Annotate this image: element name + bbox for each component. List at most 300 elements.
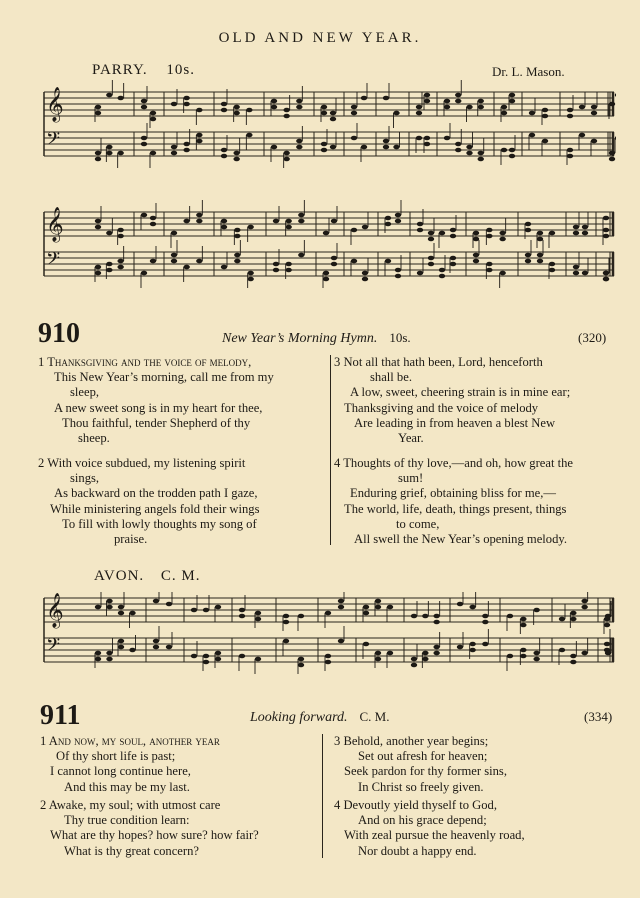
note-head — [106, 145, 112, 150]
note-head — [582, 225, 588, 230]
note-head — [203, 654, 209, 659]
note-head — [486, 262, 492, 267]
hymn-title-text: New Year’s Morning Hymn. — [222, 331, 378, 346]
tune-name — [92, 62, 195, 79]
note-head — [171, 145, 177, 150]
note-head — [117, 96, 123, 101]
note-head — [247, 277, 253, 282]
note-head — [395, 268, 401, 273]
note-head — [117, 228, 123, 233]
note-head — [549, 262, 555, 267]
note-head — [581, 605, 587, 610]
note-head — [393, 145, 399, 150]
note-head — [246, 108, 252, 113]
note-head — [582, 231, 588, 236]
note-head — [469, 642, 475, 647]
note-head — [351, 259, 357, 264]
note-head — [215, 605, 221, 610]
column-divider — [322, 734, 323, 858]
stanza-2 — [38, 456, 326, 547]
tune-name — [94, 568, 201, 585]
note-head — [183, 102, 189, 107]
note-head — [191, 654, 197, 659]
note-head — [129, 648, 135, 653]
note-head — [362, 271, 368, 276]
note-head — [150, 151, 156, 156]
note-head — [533, 608, 539, 613]
note-head — [501, 111, 507, 116]
note-head — [567, 108, 573, 113]
note-head — [609, 102, 615, 107]
note-head — [321, 105, 327, 110]
note-head — [283, 108, 289, 113]
note-head — [298, 219, 304, 224]
hymn-title — [222, 329, 411, 347]
note-head — [183, 219, 189, 224]
stanza-line: praise. — [114, 532, 148, 547]
stanza-2 — [40, 798, 320, 859]
note-head — [273, 268, 279, 273]
note-head — [234, 253, 240, 258]
note-head — [271, 145, 277, 150]
note-head — [246, 133, 252, 138]
note-head — [455, 99, 461, 104]
note-head — [570, 654, 576, 659]
note-head — [196, 139, 202, 144]
note-head — [183, 142, 189, 147]
stanza-4 — [334, 798, 614, 859]
note-head — [296, 139, 302, 144]
note-head — [604, 617, 610, 622]
column-divider — [330, 355, 331, 545]
stanza-line: As backward on the trodden path I gaze, — [54, 486, 258, 501]
hymn-number: 911 — [40, 700, 81, 731]
note-head — [362, 277, 368, 282]
bass-clef-icon: 𝄢 — [46, 634, 61, 659]
note-head — [567, 114, 573, 119]
note-head — [525, 222, 531, 227]
note-head — [351, 136, 357, 141]
note-head — [221, 148, 227, 153]
bass-clef-icon: 𝄢 — [46, 128, 61, 153]
note-head — [439, 231, 445, 236]
note-head — [153, 599, 159, 604]
stanza-3 — [334, 734, 614, 795]
note-head — [573, 225, 579, 230]
stanza-line: And on his grace depend; — [358, 813, 487, 828]
note-head — [351, 111, 357, 116]
stanza-line: I cannot long continue here, — [50, 764, 191, 779]
note-head — [296, 99, 302, 104]
note-head — [191, 608, 197, 613]
note-head — [117, 151, 123, 156]
note-head — [581, 599, 587, 604]
note-head — [473, 259, 479, 264]
note-head — [330, 117, 336, 122]
note-head — [520, 654, 526, 659]
note-head — [604, 642, 610, 647]
note-head — [171, 102, 177, 107]
stanza-line: The world, life, death, things present, things — [344, 501, 567, 516]
note-head — [478, 105, 484, 110]
hymn-title-text: Looking forward. — [250, 710, 348, 725]
note-head — [215, 657, 221, 662]
note-head — [95, 271, 101, 276]
note-head — [603, 234, 609, 239]
note-head — [283, 620, 289, 625]
note-head — [537, 253, 543, 258]
note-head — [153, 639, 159, 644]
note-head — [433, 620, 439, 625]
note-head — [321, 111, 327, 116]
stanza-line: 4 Devoutly yield thyself to God, — [334, 798, 497, 812]
note-head — [486, 268, 492, 273]
note-head — [106, 268, 112, 273]
hymn-title — [250, 708, 389, 726]
stanza-line: Enduring grief, obtaining bliss for me,— — [350, 486, 557, 501]
note-head — [525, 228, 531, 233]
note-head — [95, 657, 101, 662]
stanza-line: to come, — [396, 516, 440, 531]
note-head — [385, 259, 391, 264]
note-head — [166, 645, 172, 650]
note-head — [234, 228, 240, 233]
treble-clef-icon: 𝄞 — [46, 208, 64, 241]
note-head — [582, 271, 588, 276]
note-head — [171, 231, 177, 236]
note-head — [486, 234, 492, 239]
note-head — [455, 148, 461, 153]
stanza-line: Thy true condition learn: — [64, 813, 190, 828]
stanza-line: 3 Behold, another year begins; — [334, 734, 489, 748]
note-head — [351, 105, 357, 110]
note-head — [450, 256, 456, 261]
note-head — [331, 219, 337, 224]
stanza-line: 3 Not all that hath been, Lord, henceforth — [334, 355, 543, 369]
note-head — [385, 216, 391, 221]
note-head — [395, 219, 401, 224]
note-head — [363, 605, 369, 610]
note-head — [567, 148, 573, 153]
note-head — [603, 228, 609, 233]
note-head — [509, 148, 515, 153]
stanza-line: shall be. — [370, 370, 412, 385]
note-head — [153, 645, 159, 650]
note-head — [455, 93, 461, 98]
note-head — [537, 231, 543, 236]
stanza-1 — [40, 734, 320, 795]
note-head — [478, 151, 484, 156]
stanza-line: sleep, — [70, 385, 100, 400]
note-head — [482, 620, 488, 625]
note-head — [239, 654, 245, 659]
note-head — [183, 96, 189, 101]
music-score-avon — [38, 592, 616, 694]
note-head — [570, 660, 576, 665]
note-head — [95, 105, 101, 110]
note-head — [509, 99, 515, 104]
note-head — [283, 114, 289, 119]
note-head — [196, 259, 202, 264]
tune-meter: C. M. — [160, 568, 201, 584]
note-head — [520, 648, 526, 653]
stanza-line: A low, sweet, cheering strain is in mine ear; — [350, 385, 571, 400]
note-head — [239, 608, 245, 613]
note-head — [221, 265, 227, 270]
note-head — [473, 237, 479, 242]
note-head — [196, 108, 202, 113]
note-head — [171, 151, 177, 156]
note-head — [559, 648, 565, 653]
note-head — [466, 151, 472, 156]
note-head — [361, 96, 367, 101]
note-head — [117, 265, 123, 270]
note-head — [395, 213, 401, 218]
note-head — [285, 219, 291, 224]
note-head — [118, 611, 124, 616]
note-head — [325, 654, 331, 659]
stanza-3 — [334, 355, 624, 446]
note-head — [141, 136, 147, 141]
note-head — [323, 277, 329, 282]
note-head — [285, 262, 291, 267]
note-head — [525, 259, 531, 264]
note-head — [433, 645, 439, 650]
note-head — [422, 657, 428, 662]
hymn-meter: 10s. — [389, 330, 411, 345]
note-head — [233, 151, 239, 156]
note-head — [509, 154, 515, 159]
note-head — [273, 262, 279, 267]
note-head — [141, 99, 147, 104]
note-head — [520, 617, 526, 622]
note-head — [478, 157, 484, 162]
note-head — [549, 268, 555, 273]
note-head — [118, 639, 124, 644]
note-head — [473, 231, 479, 236]
stanza-line: 1 Thanksgiving and the voice of melody, — [38, 355, 252, 369]
note-head — [106, 151, 112, 156]
note-head — [150, 222, 156, 227]
note-head — [118, 645, 124, 650]
note-head — [450, 234, 456, 239]
note-head — [362, 225, 368, 230]
note-head — [283, 157, 289, 162]
note-head — [285, 268, 291, 273]
note-head — [579, 105, 585, 110]
note-head — [469, 605, 475, 610]
note-head — [95, 651, 101, 656]
note-head — [296, 105, 302, 110]
note-head — [507, 654, 513, 659]
note-head — [537, 237, 543, 242]
note-head — [501, 148, 507, 153]
note-head — [383, 139, 389, 144]
note-head — [395, 274, 401, 279]
note-head — [439, 274, 445, 279]
note-head — [106, 599, 112, 604]
note-head — [106, 231, 112, 236]
note-head — [466, 145, 472, 150]
note-head — [375, 651, 381, 656]
note-head — [444, 99, 450, 104]
note-head — [331, 256, 337, 261]
stanza-line: Thou faithful, tender Shepherd of thy — [62, 415, 251, 430]
hymn-meter: C. M. — [359, 709, 390, 724]
note-head — [361, 145, 367, 150]
stanza-line: sheep. — [78, 431, 110, 446]
note-head — [507, 614, 513, 619]
note-head — [95, 157, 101, 162]
note-head — [499, 237, 505, 242]
tune-composer: Dr. L. Mason. — [492, 64, 565, 79]
note-head — [411, 663, 417, 668]
note-head — [509, 93, 515, 98]
note-head — [385, 222, 391, 227]
stanza-line: In Christ so freely given. — [358, 779, 484, 794]
note-head — [239, 614, 245, 619]
note-head — [428, 231, 434, 236]
note-head — [416, 111, 422, 116]
stanza-line: To fill with lowly thoughts my song of — [62, 516, 257, 531]
note-head — [383, 145, 389, 150]
note-head — [499, 271, 505, 276]
note-head — [424, 99, 430, 104]
staff — [44, 200, 614, 248]
note-head — [393, 111, 399, 116]
note-head — [428, 256, 434, 261]
hymn-reference: (320) — [578, 330, 607, 345]
note-head — [424, 93, 430, 98]
note-head — [166, 602, 172, 607]
tune-meter: 10s. — [166, 62, 195, 78]
note-head — [501, 105, 507, 110]
note-head — [570, 617, 576, 622]
note-head — [106, 605, 112, 610]
note-head — [591, 139, 597, 144]
stanza-line: And this may be my last. — [64, 779, 190, 794]
note-head — [95, 151, 101, 156]
stanza-line: 4 Thoughts of thy love,—and oh, how great the — [334, 456, 574, 470]
note-head — [273, 219, 279, 224]
note-head — [233, 111, 239, 116]
note-head — [424, 142, 430, 147]
note-head — [106, 262, 112, 267]
note-head — [422, 614, 428, 619]
note-head — [117, 259, 123, 264]
note-head — [247, 225, 253, 230]
music-score-parry — [38, 80, 616, 312]
stanza-line: All swell the New Year’s opening melody. — [354, 532, 568, 547]
note-head — [363, 642, 369, 647]
stanza-4 — [334, 456, 624, 547]
note-head — [271, 105, 277, 110]
stanza-line: With zeal pursue the heavenly road, — [344, 828, 525, 843]
treble-clef-icon: 𝄞 — [46, 594, 64, 627]
note-head — [375, 605, 381, 610]
note-head — [542, 108, 548, 113]
note-head — [422, 651, 428, 656]
treble-clef-icon: 𝄞 — [46, 88, 64, 121]
note-head — [141, 142, 147, 147]
stanza-line: 2 Awake, my soul; with utmost care — [40, 798, 221, 812]
note-head — [603, 216, 609, 221]
staff — [44, 626, 614, 674]
tune-title: AVON. — [94, 568, 145, 584]
note-head — [411, 657, 417, 662]
note-head — [375, 657, 381, 662]
note-head — [271, 99, 277, 104]
note-head — [478, 99, 484, 104]
note-head — [234, 259, 240, 264]
stanza-line: Seek pardon for thy former sins, — [344, 764, 507, 779]
note-head — [455, 142, 461, 147]
note-head — [416, 105, 422, 110]
note-head — [573, 265, 579, 270]
note-head — [255, 611, 261, 616]
note-head — [196, 213, 202, 218]
note-head — [428, 237, 434, 242]
note-head — [609, 151, 615, 156]
stanza-line: This New Year’s morning, call me from my — [54, 370, 274, 385]
note-head — [325, 611, 331, 616]
note-head — [604, 648, 610, 653]
stanza-1 — [38, 355, 326, 446]
note-head — [591, 105, 597, 110]
note-head — [542, 139, 548, 144]
note-head — [171, 259, 177, 264]
stanza-line: sum! — [398, 471, 424, 486]
note-head — [141, 105, 147, 110]
note-head — [457, 645, 463, 650]
note-head — [604, 623, 610, 628]
note-head — [603, 277, 609, 282]
note-head — [542, 114, 548, 119]
stanza-line: 1 And now, my soul, another year — [40, 734, 220, 748]
note-head — [106, 651, 112, 656]
staff — [44, 80, 616, 128]
note-head — [603, 271, 609, 276]
note-head — [141, 213, 147, 218]
note-head — [141, 271, 147, 276]
running-title: OLD AND NEW YEAR. — [218, 30, 422, 46]
note-head — [466, 105, 472, 110]
note-head — [255, 617, 261, 622]
note-head — [323, 271, 329, 276]
note-head — [221, 102, 227, 107]
note-head — [95, 265, 101, 270]
staff — [44, 240, 614, 288]
note-head — [525, 253, 531, 258]
note-head — [537, 259, 543, 264]
note-head — [549, 231, 555, 236]
note-head — [482, 614, 488, 619]
note-head — [533, 657, 539, 662]
note-head — [215, 651, 221, 656]
note-head — [609, 157, 615, 162]
note-head — [95, 111, 101, 116]
note-head — [106, 657, 112, 662]
note-head — [416, 136, 422, 141]
note-head — [567, 154, 573, 159]
note-head — [457, 602, 463, 607]
stanza-line: Of thy short life is past; — [56, 749, 176, 764]
note-head — [203, 608, 209, 613]
note-head — [321, 148, 327, 153]
note-head — [383, 96, 389, 101]
note-head — [417, 222, 423, 227]
note-head — [221, 225, 227, 230]
